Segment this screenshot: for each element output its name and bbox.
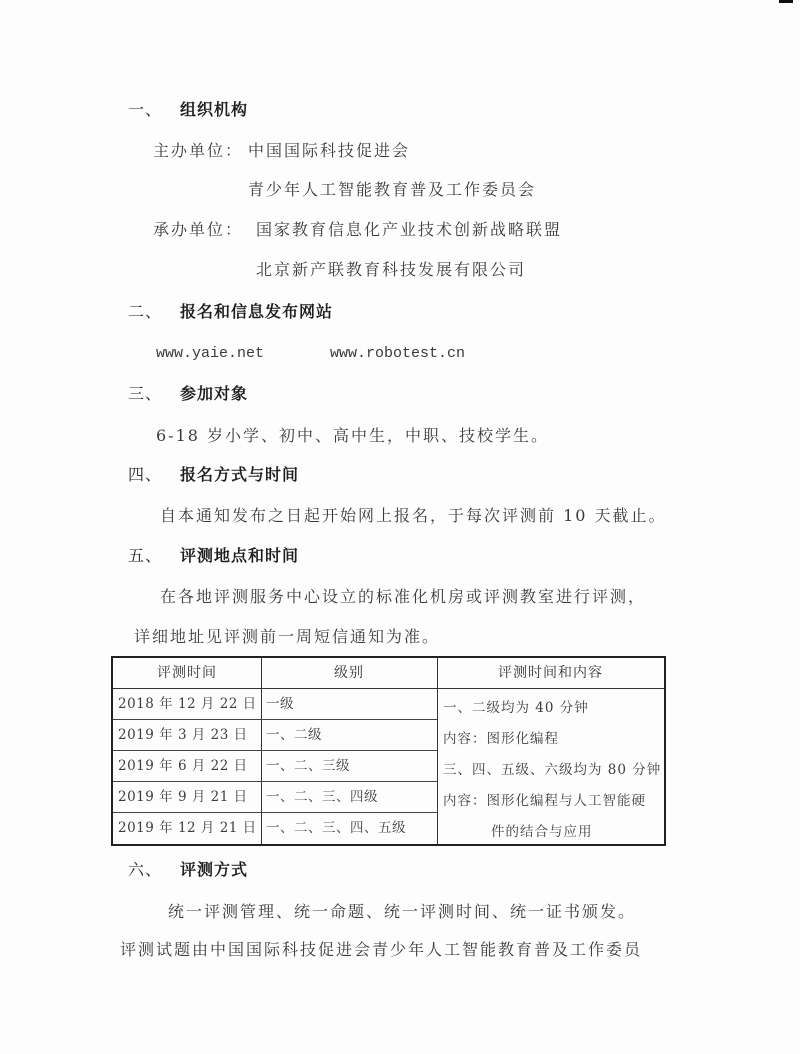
section-heading-registration [128,465,299,485]
column-date [113,658,262,844]
column-content [437,658,664,844]
section-title: 报名和信息发布网站 [180,302,334,321]
venue-text-line-2: 详细地址见评测前一周短信通知为准。 [134,627,441,646]
section-number: 一、 [128,100,163,119]
header-content: 评测时间和内容 [437,658,664,689]
section-heading-organization [128,100,248,120]
section-title: 参加对象 [180,384,249,403]
participants-text: 6-18 岁小学、初中、高中生，中职、技校学生。 [156,426,550,445]
cell-level-3: 一、二、三级 [261,751,437,782]
website-link-robotest[interactable]: www.robotest.cn [330,345,466,362]
section-heading-method [128,860,248,880]
venue-text-line-1: 在各地评测服务中心设立的标准化机房或评测教室进行评测， [160,587,647,606]
co-organizer-line-1: 国家教育信息化产业技术创新战略联盟 [256,220,563,239]
registration-text: 自本通知发布之日起开始网上报名，于每次评测前 10 天截止。 [160,506,667,525]
cell-level-5: 一、二、三、四、五级 [266,820,406,836]
organizer-line-1: 中国国际科技促进会 [248,141,411,160]
content-line-4: 内容：图形化编程与人工智能硬 [443,793,646,809]
schedule-table [111,656,666,846]
section-heading-venue-time [128,546,299,566]
section-number: 三、 [128,384,163,403]
header-level: 级别 [261,658,437,689]
section-title: 报名方式与时间 [180,465,300,484]
cell-date-3: 2019 年 6 月 22 日 [113,751,261,782]
cell-level-1: 一级 [261,689,437,720]
cell-date-4: 2019 年 9 月 21 日 [113,782,261,813]
column-level [261,658,438,844]
section-heading-participants [128,384,248,404]
website-link-yaie[interactable]: www.yaie.net [156,345,265,362]
header-date: 评测时间 [113,658,261,689]
content-line-5: 件的结合与应用 [491,824,593,840]
section-number: 六、 [128,860,163,879]
co-organizer-label: 承办单位： [153,220,244,239]
cell-level-2: 一、二级 [261,720,437,751]
section-number: 四、 [128,465,163,484]
organizer-label: 主办单位： [153,141,244,160]
cell-level-4: 一、二、三、四级 [261,782,437,813]
content-line-2: 内容：图形化编程 [443,731,559,747]
section-title: 评测地点和时间 [180,546,300,565]
section-number: 二、 [128,302,163,321]
cell-date-1: 2018 年 12 月 22 日 [113,689,261,720]
section-heading-websites [128,302,333,322]
section-title: 组织机构 [180,100,249,119]
co-organizer-line-2: 北京新产联教育科技发展有限公司 [256,260,527,279]
scan-corner-mark [779,0,793,3]
content-merged-cell [437,689,664,848]
organizer-line-2: 青少年人工智能教育普及工作委员会 [248,180,537,199]
method-text-line-2: 评测试题由中国国际科技促进会青少年人工智能教育普及工作委员 [120,940,643,959]
cell-date-5: 2019 年 12 月 21 日 [118,820,257,836]
method-text-line-1: 统一评测管理、统一命题、统一评测时间、统一证书颁发。 [168,902,637,921]
content-line-1: 一、二级均为 40 分钟 [443,700,589,716]
cell-date-2: 2019 年 3 月 23 日 [113,720,261,751]
content-line-3: 三、四、五级、六级均为 80 分钟 [443,762,662,778]
section-number: 五、 [128,546,163,565]
section-title: 评测方式 [180,860,249,879]
